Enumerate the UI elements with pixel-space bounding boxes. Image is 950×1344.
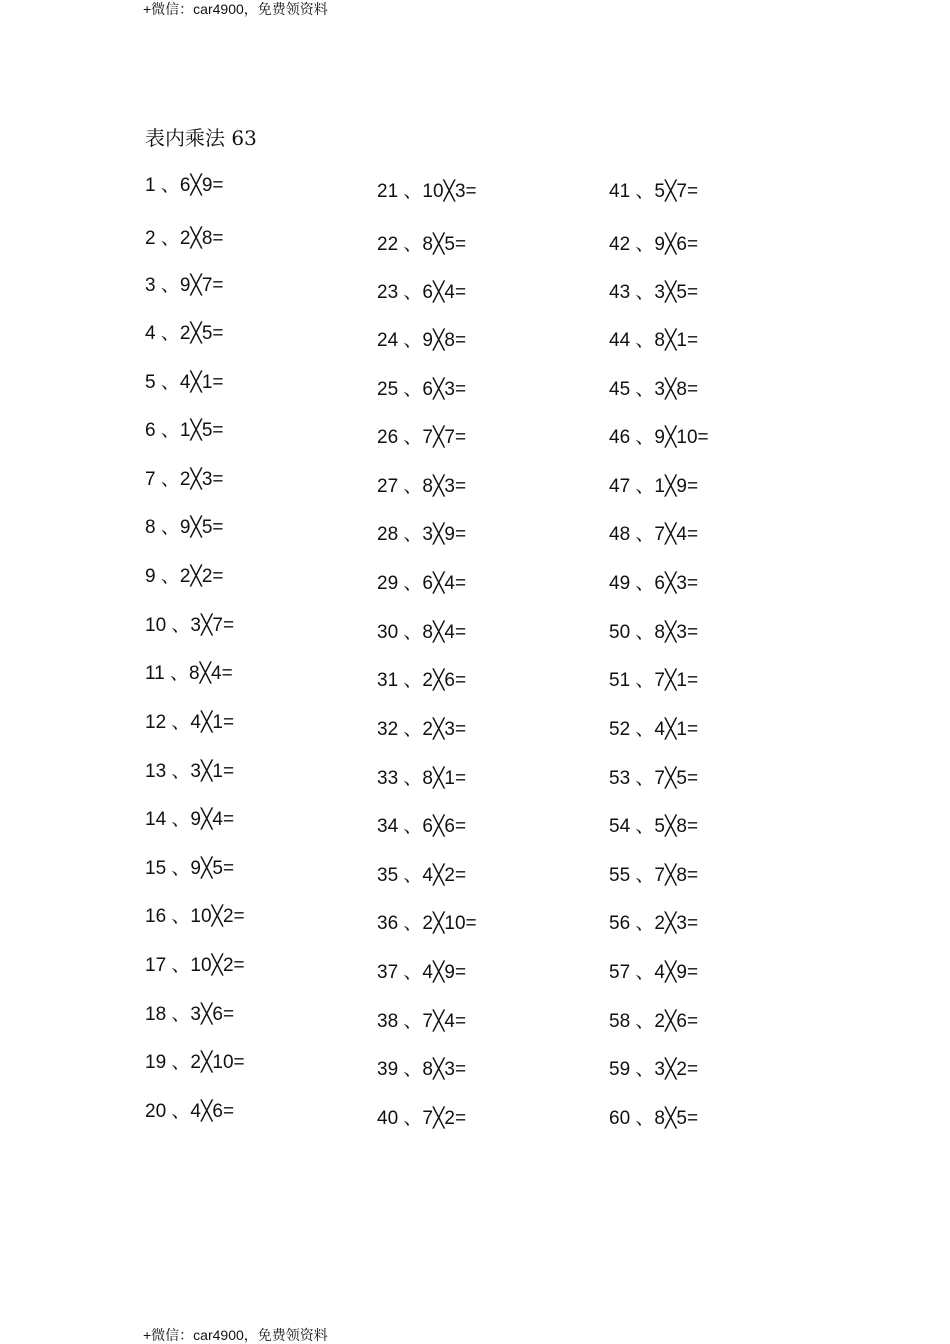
problem-item: 9 、2╳2= [145, 566, 224, 587]
problem-item: 23 、6╳4= [377, 282, 467, 303]
problem-item: 19 、2╳10= [145, 1052, 245, 1073]
problem-item: 50 、8╳3= [609, 622, 699, 643]
problem-item: 30 、8╳4= [377, 622, 467, 643]
problem-item: 59 、3╳2= [609, 1059, 699, 1080]
problem-item: 56 、2╳3= [609, 913, 699, 934]
problem-item: 32 、2╳3= [377, 719, 467, 740]
problem-item: 11 、8╳4= [145, 663, 233, 684]
problem-item: 29 、6╳4= [377, 573, 467, 594]
problem-item: 2 、2╳8= [145, 228, 224, 249]
problem-item: 52 、4╳1= [609, 719, 699, 740]
watermark-header: +微信：car4900，免费领资料 [143, 1, 328, 17]
problem-item: 51 、7╳1= [609, 670, 699, 691]
problem-item: 40 、7╳2= [377, 1108, 467, 1129]
problem-item: 12 、4╳1= [145, 712, 235, 733]
problem-item: 49 、6╳3= [609, 573, 699, 594]
problem-item: 17 、10╳2= [145, 955, 245, 976]
problem-item: 6 、1╳5= [145, 420, 224, 441]
problem-item: 41 、5╳7= [609, 181, 699, 202]
problem-item: 53 、7╳5= [609, 768, 699, 789]
problem-item: 25 、6╳3= [377, 379, 467, 400]
problem-item: 38 、7╳4= [377, 1011, 467, 1032]
problem-item: 18 、3╳6= [145, 1004, 235, 1025]
problem-item: 24 、9╳8= [377, 330, 467, 351]
problem-item: 36 、2╳10= [377, 913, 477, 934]
problem-item: 55 、7╳8= [609, 865, 699, 886]
problem-item: 43 、3╳5= [609, 282, 699, 303]
problem-item: 47 、1╳9= [609, 476, 699, 497]
problem-item: 27 、8╳3= [377, 476, 467, 497]
problem-item: 35 、4╳2= [377, 865, 467, 886]
worksheet-title: 表内乘法 63 [145, 126, 257, 150]
watermark-footer: +微信：car4900，免费领资料 [143, 1327, 328, 1343]
problem-item: 39 、8╳3= [377, 1059, 467, 1080]
problem-item: 37 、4╳9= [377, 962, 467, 983]
problem-item: 60 、8╳5= [609, 1108, 699, 1129]
problem-item: 33 、8╳1= [377, 768, 467, 789]
problem-item: 42 、9╳6= [609, 234, 699, 255]
problem-item: 26 、7╳7= [377, 427, 467, 448]
problem-item: 58 、2╳6= [609, 1011, 699, 1032]
problem-item: 4 、2╳5= [145, 323, 224, 344]
problem-item: 7 、2╳3= [145, 469, 224, 490]
problem-item: 5 、4╳1= [145, 372, 224, 393]
problem-item: 46 、9╳10= [609, 427, 709, 448]
problem-item: 8 、9╳5= [145, 517, 224, 538]
problem-item: 16 、10╳2= [145, 906, 245, 927]
problem-item: 44 、8╳1= [609, 330, 699, 351]
problem-item: 14 、9╳4= [145, 809, 235, 830]
problem-item: 45 、3╳8= [609, 379, 699, 400]
problem-item: 10 、3╳7= [145, 615, 235, 636]
problem-item: 22 、8╳5= [377, 234, 467, 255]
problem-item: 31 、2╳6= [377, 670, 467, 691]
problem-item: 34 、6╳6= [377, 816, 467, 837]
problem-item: 21 、10╳3= [377, 181, 477, 202]
problem-item: 1 、6╳9= [145, 175, 224, 196]
problem-item: 48 、7╳4= [609, 524, 699, 545]
problem-item: 15 、9╳5= [145, 858, 235, 879]
problem-item: 13 、3╳1= [145, 761, 235, 782]
problem-item: 57 、4╳9= [609, 962, 699, 983]
problem-item: 54 、5╳8= [609, 816, 699, 837]
problem-item: 28 、3╳9= [377, 524, 467, 545]
problem-item: 20 、4╳6= [145, 1101, 235, 1122]
problem-item: 3 、9╳7= [145, 275, 224, 296]
